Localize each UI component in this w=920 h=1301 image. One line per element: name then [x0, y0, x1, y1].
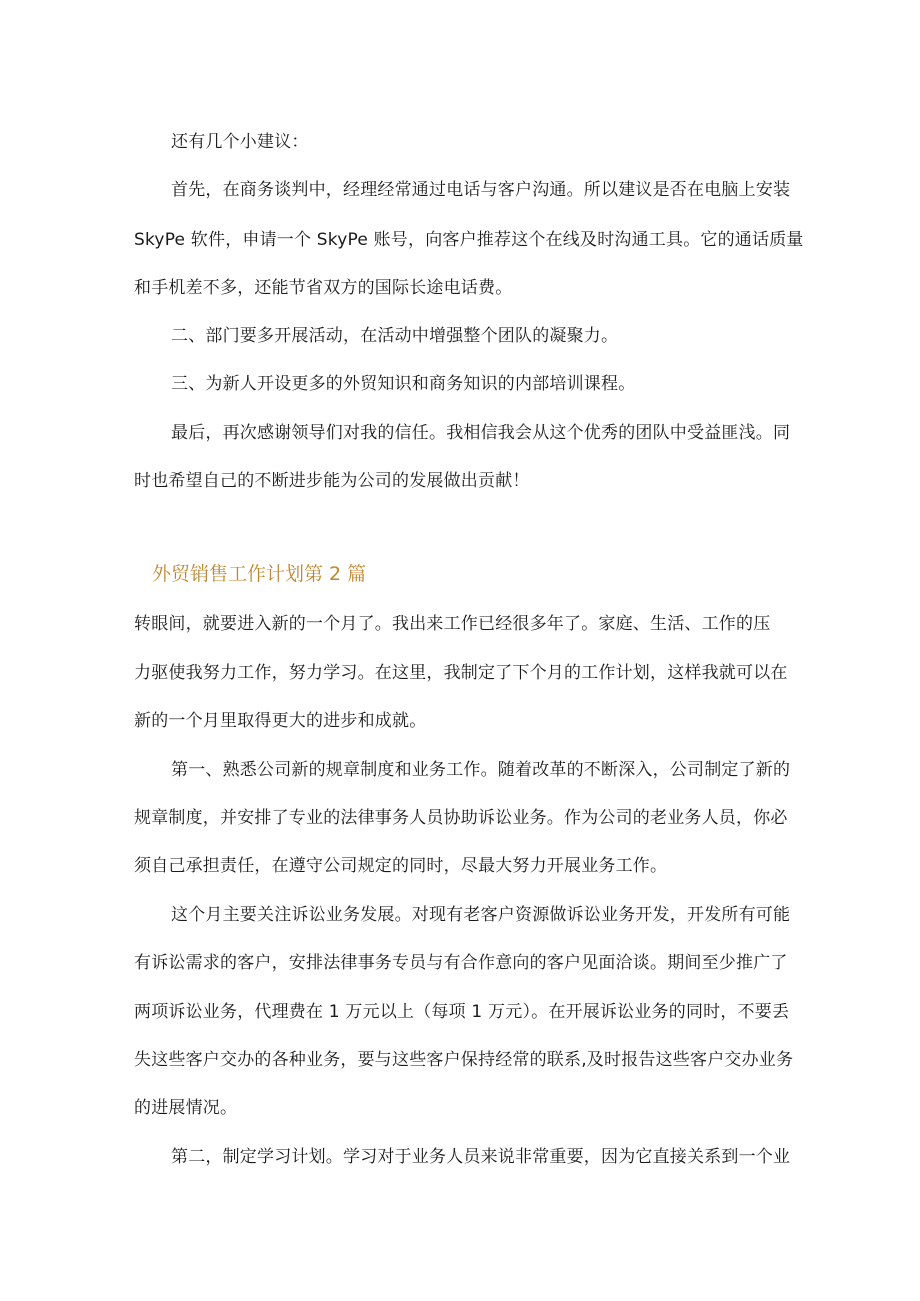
paragraph-second-point-line-1: 第二，制定学习计划。学习对于业务人员来说非常重要，因为它直接关系到一个业: [171, 1147, 791, 1167]
paragraph-first-suggestion-line-3: 和手机差不多，还能节省双方的国际长途电话费。: [134, 278, 513, 298]
paragraph-litigation-line-1: 这个月主要关注诉讼业务发展。对现有老客户资源做诉讼业务开发，开发所有可能: [171, 905, 791, 925]
paragraph-intro-line-3: 新的一个月里取得更大的进步和成就。: [134, 711, 427, 731]
paragraph-first-suggestion-line-2: SkyPe 软件，申请一个 SkyPe 账号，向客户推荐这个在线及时沟通工具。它的通话质量: [134, 230, 804, 250]
paragraph-litigation-line-3: 两项诉讼业务，代理费在 1 万元以上（每项 1 万元）。在开展诉讼业务的同时，不要丢: [134, 1002, 790, 1022]
paragraph-litigation-line-5: 的进展情况。: [134, 1098, 238, 1118]
paragraph-litigation-line-2: 有诉讼需求的客户，安排法律事务专员与有合作意向的客户见面洽谈。期间至少推广了: [134, 953, 788, 973]
paragraph-intro-line-1: 转眼间，就要进入新的一个月了。我出来工作已经很多年了。家庭、生活、工作的压: [134, 614, 771, 634]
paragraph-closing-line-1: 最后，再次感谢领导们对我的信任。我相信我会从这个优秀的团队中受益匪浅。同: [171, 423, 791, 443]
paragraph-intro-line-2: 力驱使我努力工作，努力学习。在这里，我制定了下个月的工作计划，这样我就可以在: [134, 663, 788, 683]
paragraph-first-suggestion-line-1: 首先，在商务谈判中，经理经常通过电话与客户沟通。所以建议是否在电脑上安装: [171, 180, 791, 200]
section-title: 外贸销售工作计划第 2 篇: [152, 563, 367, 585]
paragraph-third-suggestion: 三、为新人开设更多的外贸知识和商务知识的内部培训课程。: [171, 374, 636, 394]
paragraph-first-point-line-3: 须自己承担责任，在遵守公司规定的同时，尽最大努力开展业务工作。: [134, 856, 668, 876]
paragraph-second-suggestion: 二、部门要多开展活动，在活动中增强整个团队的凝聚力。: [171, 326, 619, 346]
paragraph-first-point-line-1: 第一、熟悉公司新的规章制度和业务工作。随着改革的不断深入，公司制定了新的: [171, 760, 791, 780]
paragraph-suggestions-intro: 还有几个小建议：: [171, 132, 309, 152]
paragraph-closing-line-2: 时也希望自己的不断进步能为公司的发展做出贡献！: [134, 471, 530, 491]
paragraph-litigation-line-4: 失这些客户交办的各种业务，要与这些客户保持经常的联系,及时报告这些客户交办业务: [134, 1050, 794, 1070]
paragraph-first-point-line-2: 规章制度，并安排了专业的法律事务人员协助诉讼业务。作为公司的老业务人员，你必: [134, 808, 788, 828]
